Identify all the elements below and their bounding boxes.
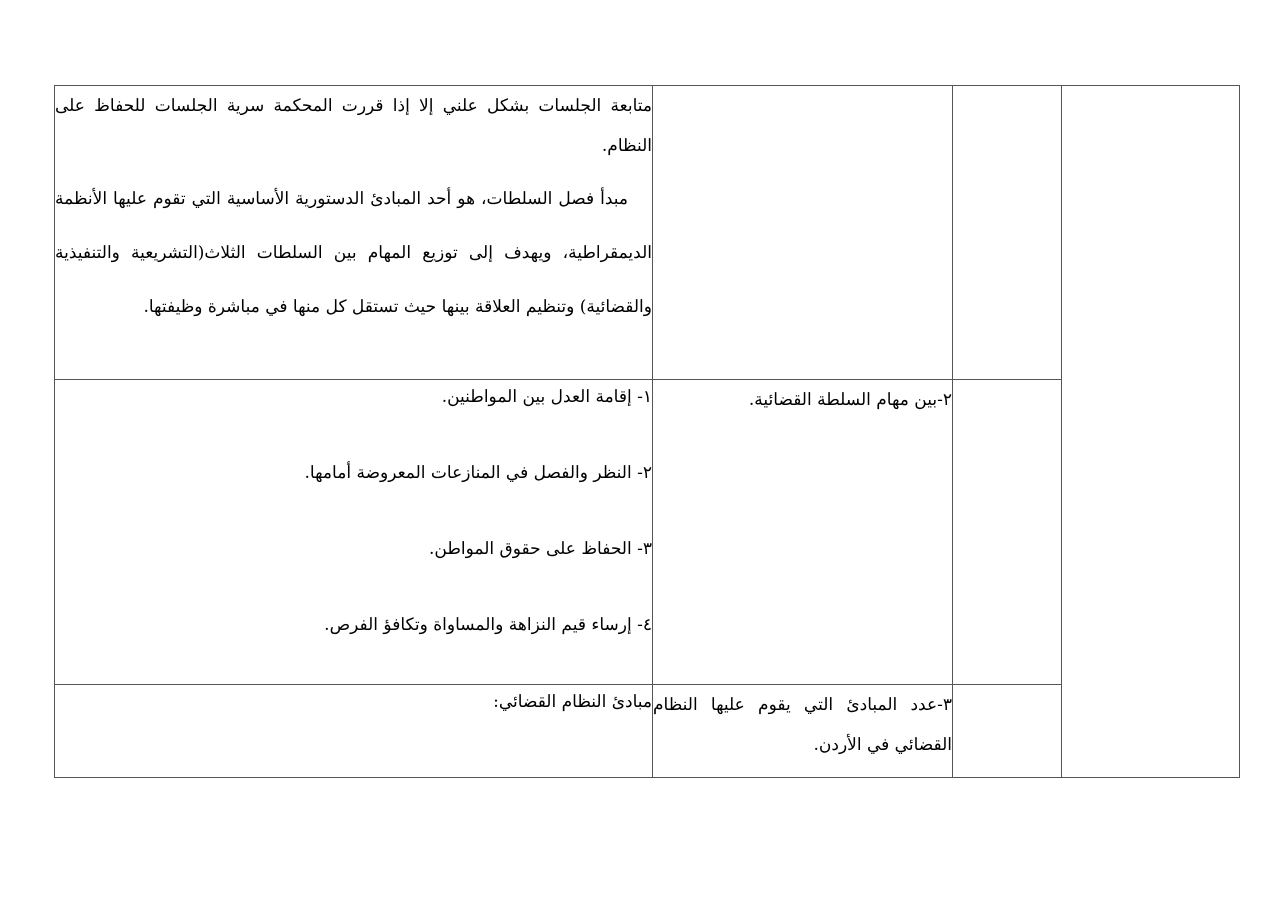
- side-column-cell: [1062, 86, 1240, 778]
- answer-cell: [55, 685, 653, 778]
- score-cell: [953, 86, 1062, 380]
- question-text: ٢-بين مهام السلطة القضائية.: [748, 390, 952, 410]
- answer-paragraph: متابعة الجلسات بشكل علني إلا إذا قررت المحكمة سرية الجلسات للحفاظ على النظام.: [55, 96, 652, 156]
- list-item: ١- إقامة العدل بين المواطنين.: [441, 387, 652, 407]
- answer-text: مبادئ النظام القضائي:: [493, 692, 652, 712]
- score-cell: [953, 685, 1062, 778]
- question-cell: [653, 685, 953, 778]
- question-text: ٣-عدد المبادئ التي يقوم عليها النظام القضائي في الأردن.: [653, 695, 952, 755]
- answer-cell: [55, 86, 653, 380]
- answer-cell: [55, 380, 653, 685]
- list-item: ٤- إرساء قيم النزاهة والمساواة وتكافؤ الفرص.: [324, 615, 652, 635]
- question-cell: [653, 380, 953, 685]
- answer-paragraph: مبدأ فصل السلطات، هو أحد المبادئ الدستورية الأساسية التي تقوم عليها الأنظمة الديمقراطية، ويهدف إلى توزيع المهام بين السلطات الثلاث(التشريعية والتنفيذية والقضائية) وتنظيم العلاقة بينها حيث تستقل كل منها في مباشرة وظيفتها.: [55, 189, 652, 317]
- question-cell: [653, 86, 953, 380]
- score-cell: [953, 380, 1062, 685]
- answer-table: [54, 85, 1240, 778]
- list-item: ٣- الحفاظ على حقوق المواطن.: [428, 539, 652, 559]
- table-row: [55, 86, 1240, 380]
- list-item: ٢- النظر والفصل في المنازعات المعروضة أمامها.: [304, 463, 652, 483]
